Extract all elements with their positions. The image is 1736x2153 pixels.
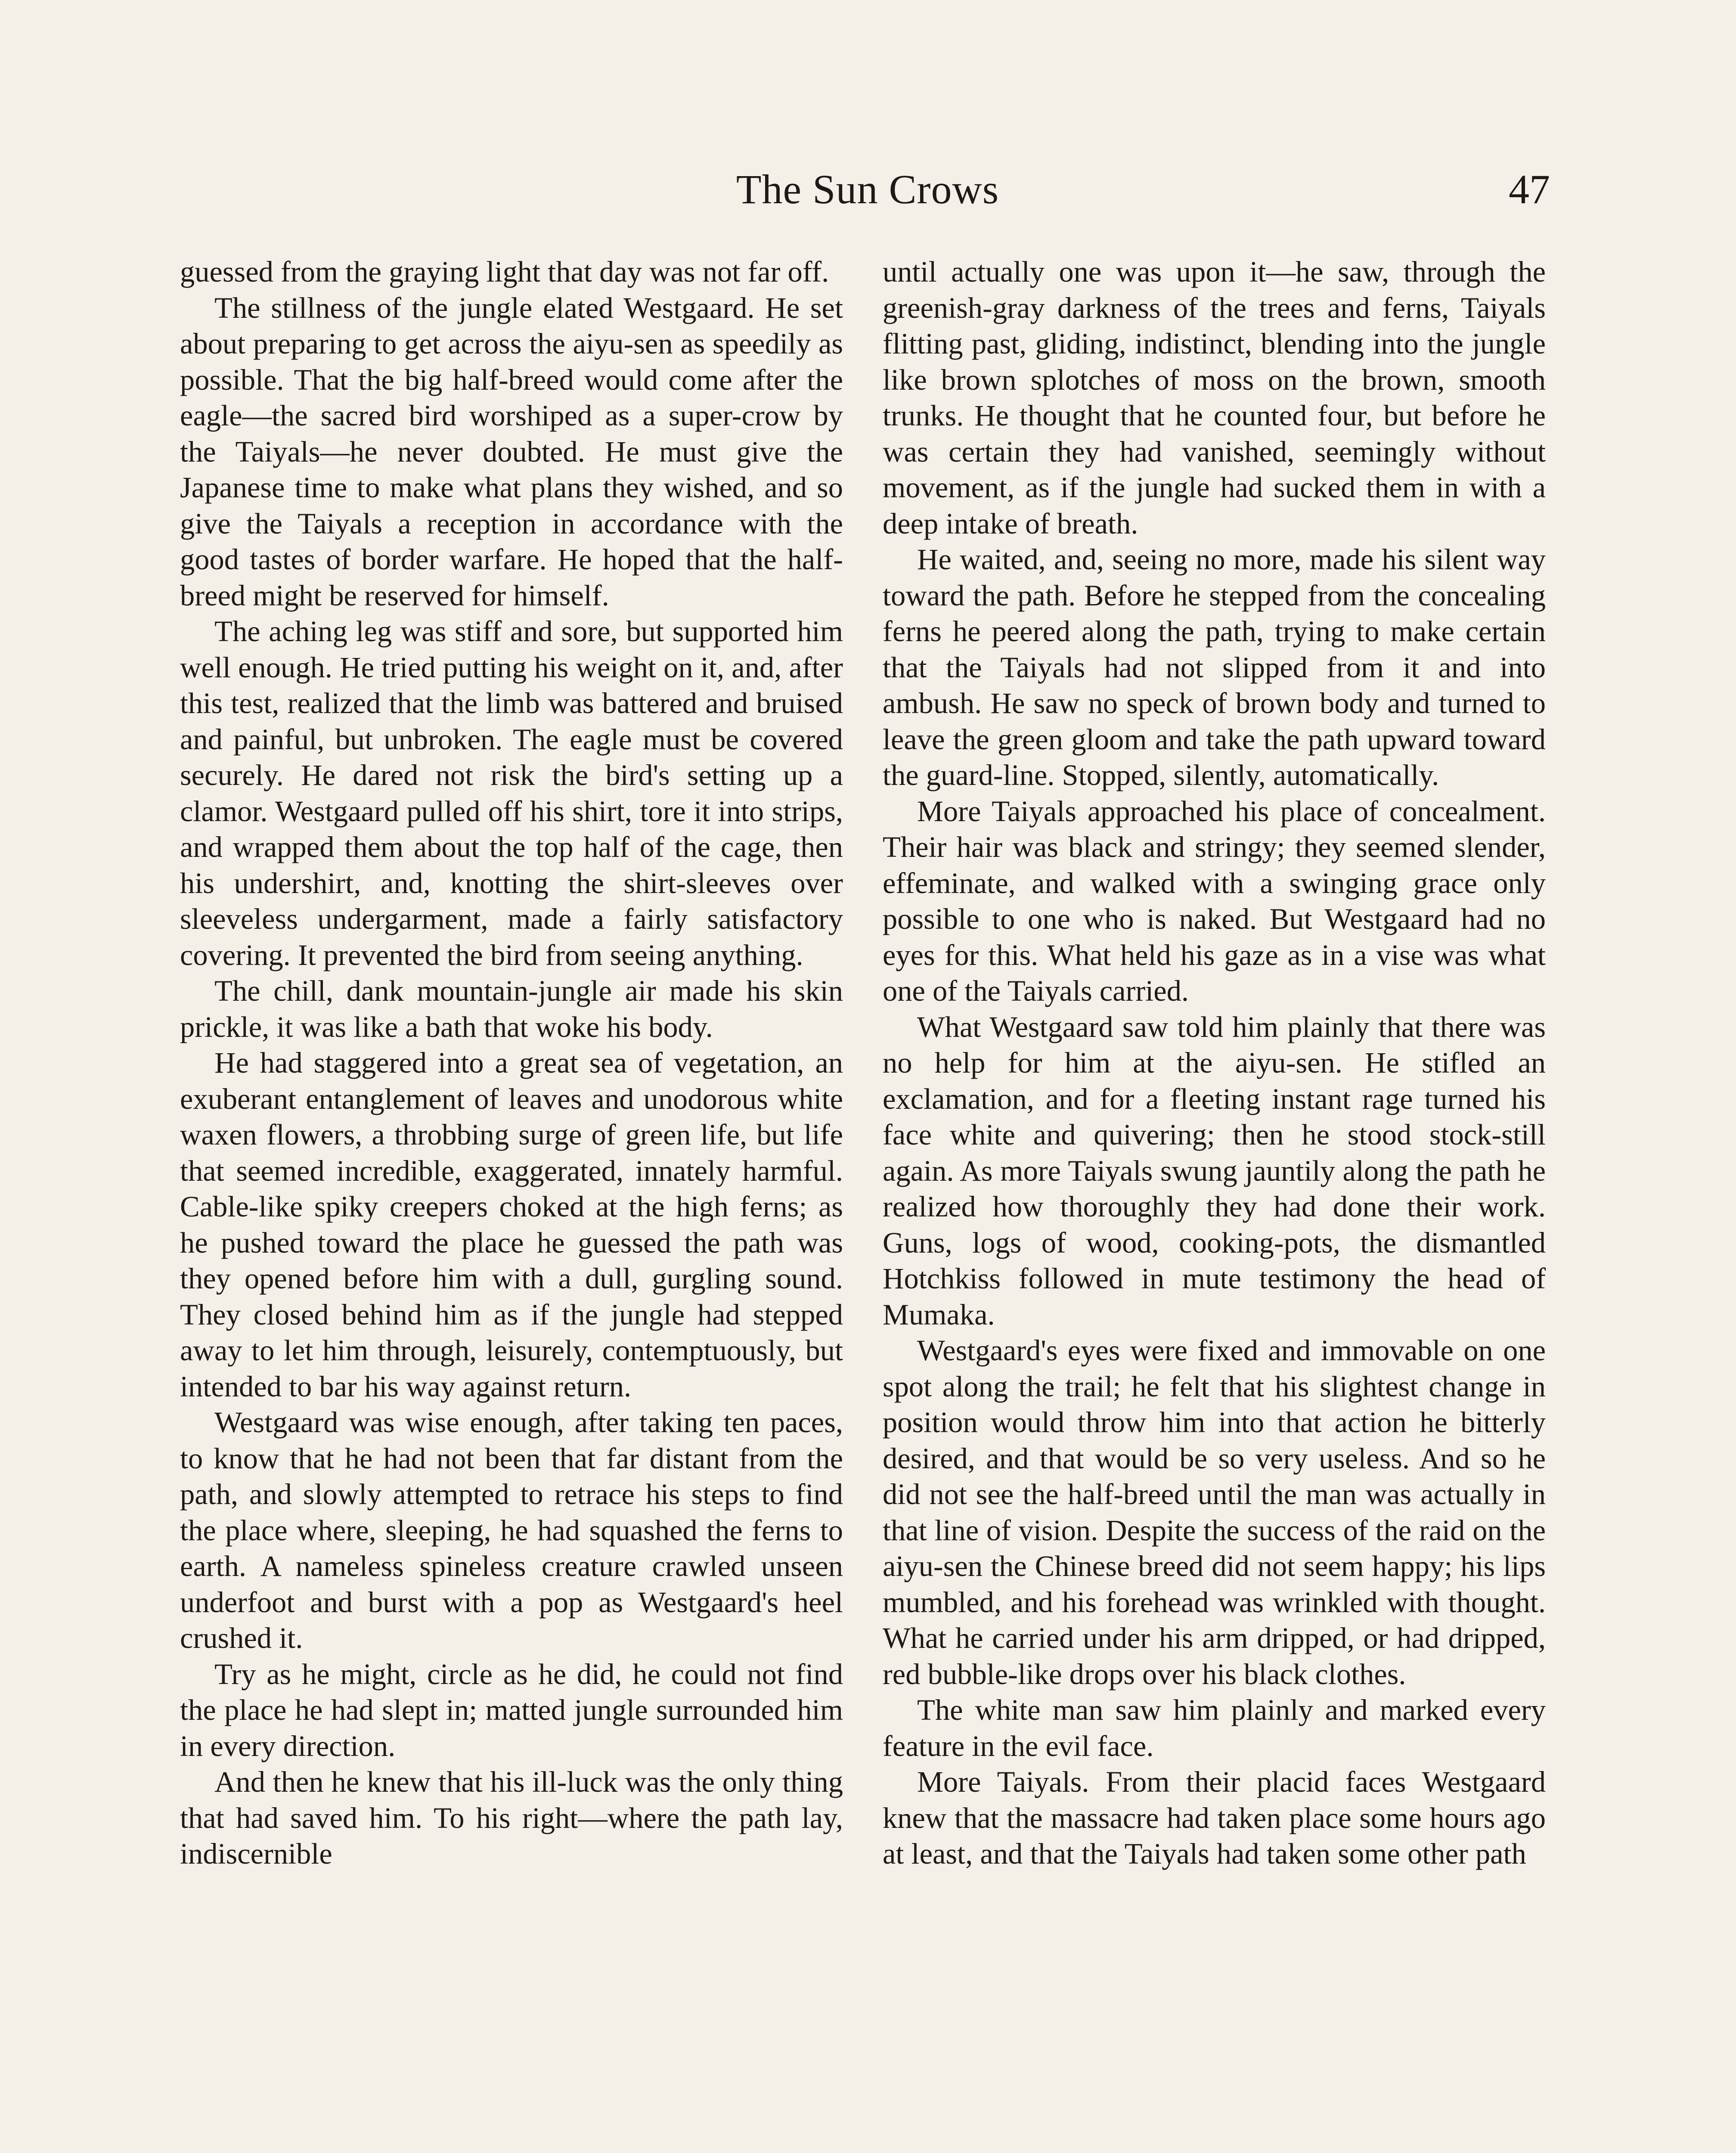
paragraph: He had staggered into a great sea of vegetation, an exuberant entanglement of leaves and unodorous white waxen flowers, a throbbing surge of green life, but life that seemed incredible, exaggerated, innately harmful. Cable-like spiky creepers choked at the high ferns; as he pushed toward the place he guessed the path was they opened before him with a dull, gurgling sound. They closed behind him as if the jungle had stepped away to let him through, leisurely, contemptuously, but intended to bar his way against return. bbox=[180, 1046, 843, 1403]
paragraph: Westgaard was wise enough, after taking ten paces, to know that he had not been that far distant from the path, and slowly attempted to retrace his steps to find the place where, sleeping, he had squashed the ferns to earth. A nameless spineless creature crawled unseen underfoot and burst with a pop as Westgaard's heel crushed it. bbox=[180, 1406, 843, 1654]
paragraph: The chill, dank mountain-jungle air made his skin prickle, it was like a bath that woke his body. bbox=[180, 974, 843, 1043]
paragraph: The stillness of the jungle elated Westgaard. He set about preparing to get across the aiyu-sen as speedily as possible. That the big half-breed would come after the eagle—the sacred bird worshiped as a super-crow by the Taiyals—he never doubted. He must give the Japanese time to make what plans they wished, and so give the Taiyals a reception in accordance with the good tastes of border warfare. He hoped that the half-breed might be reserved for himself. bbox=[180, 291, 843, 612]
paragraph: More Taiyals approached his place of concealment. Their hair was black and stringy; they seemed slender, effeminate, and walked with a swinging grace only possible to one who is naked. But Westgaard had no eyes for this. What held his gaze as in a vise was what one of the Taiyals carried. bbox=[883, 794, 1546, 1007]
paragraph: More Taiyals. From their placid faces Westgaard knew that the massacre had taken place some hours ago at least, and that the Taiyals had taken some other path bbox=[883, 1765, 1546, 1870]
paragraph: He waited, and, seeing no more, made his silent way toward the path. Before he stepped from the concealing ferns he peered along the path, trying to make certain that the Taiyals had not slipped from it and into ambush. He saw no speck of brown body and turned to leave the green gloom and take the path upward toward the guard-line. Stopped, silently, automatically. bbox=[883, 543, 1546, 791]
paragraph: The aching leg was stiff and sore, but supported him well enough. He tried putting his weight on it, and, after this test, realized that the limb was battered and bruised and painful, but unbroken. The eagle must be covered securely. He dared not risk the bird's setting up a clamor. Westgaard pulled off his shirt, tore it into strips, and wrapped them about the top half of the cage, then his undershirt, and, knotting the shirt-sleeves over sleeveless undergarment, made a fairly satisfactory covering. It prevented the bird from seeing anything. bbox=[180, 615, 843, 971]
paragraph: What Westgaard saw told him plainly that there was no help for him at the aiyu-sen. He stifled an exclamation, and for a fleeting instant rage turned his face white and quivering; then he stood stock-still again. As more Taiyals swung jauntily along the path he realized how thoroughly they had done their work. Guns, logs of wood, cooking-pots, the dismantled Hotchkiss followed in mute testimony the head of Mumaka. bbox=[883, 1010, 1546, 1331]
left-column bbox=[180, 254, 843, 1872]
paragraph: guessed from the graying light that day was not far off. bbox=[180, 255, 829, 288]
running-title: The Sun Crows bbox=[736, 166, 999, 212]
right-column bbox=[883, 254, 1546, 1872]
paragraph: The white man saw him plainly and marked every feature in the evil face. bbox=[883, 1694, 1546, 1762]
paragraph: And then he knew that his ill-luck was the only thing that had saved him. To his right—where the path lay, indiscernible bbox=[180, 1765, 843, 1870]
running-head bbox=[185, 159, 1550, 220]
page-number: 47 bbox=[1509, 166, 1550, 212]
paragraph: until actually one was upon it—he saw, through the greenish-gray darkness of the trees and ferns, Taiyals flitting past, gliding, indistinct, blending into the jungle like brown splotches of moss on the brown, smooth trunks. He thought that he counted four, but before he was certain they had vanished, seemingly without movement, as if the jungle had sucked them in with a deep intake of breath. bbox=[883, 255, 1546, 540]
paragraph: Westgaard's eyes were fixed and immovable on one spot along the trail; he felt that his slightest change in position would throw him into that action he bitterly desired, and that would be so very useless. And so he did not see the half-breed until the man was actually in that line of vision. Despite the success of the raid on the aiyu-sen the Chinese breed did not seem happy; his lips mumbled, and his forehead was wrinkled with thought. What he carried under his arm dripped, or had dripped, red bubble-like drops over his black clothes. bbox=[883, 1334, 1546, 1691]
paragraph: Try as he might, circle as he did, he could not find the place he had slept in; matted jungle surrounded him in every direction. bbox=[180, 1657, 843, 1762]
